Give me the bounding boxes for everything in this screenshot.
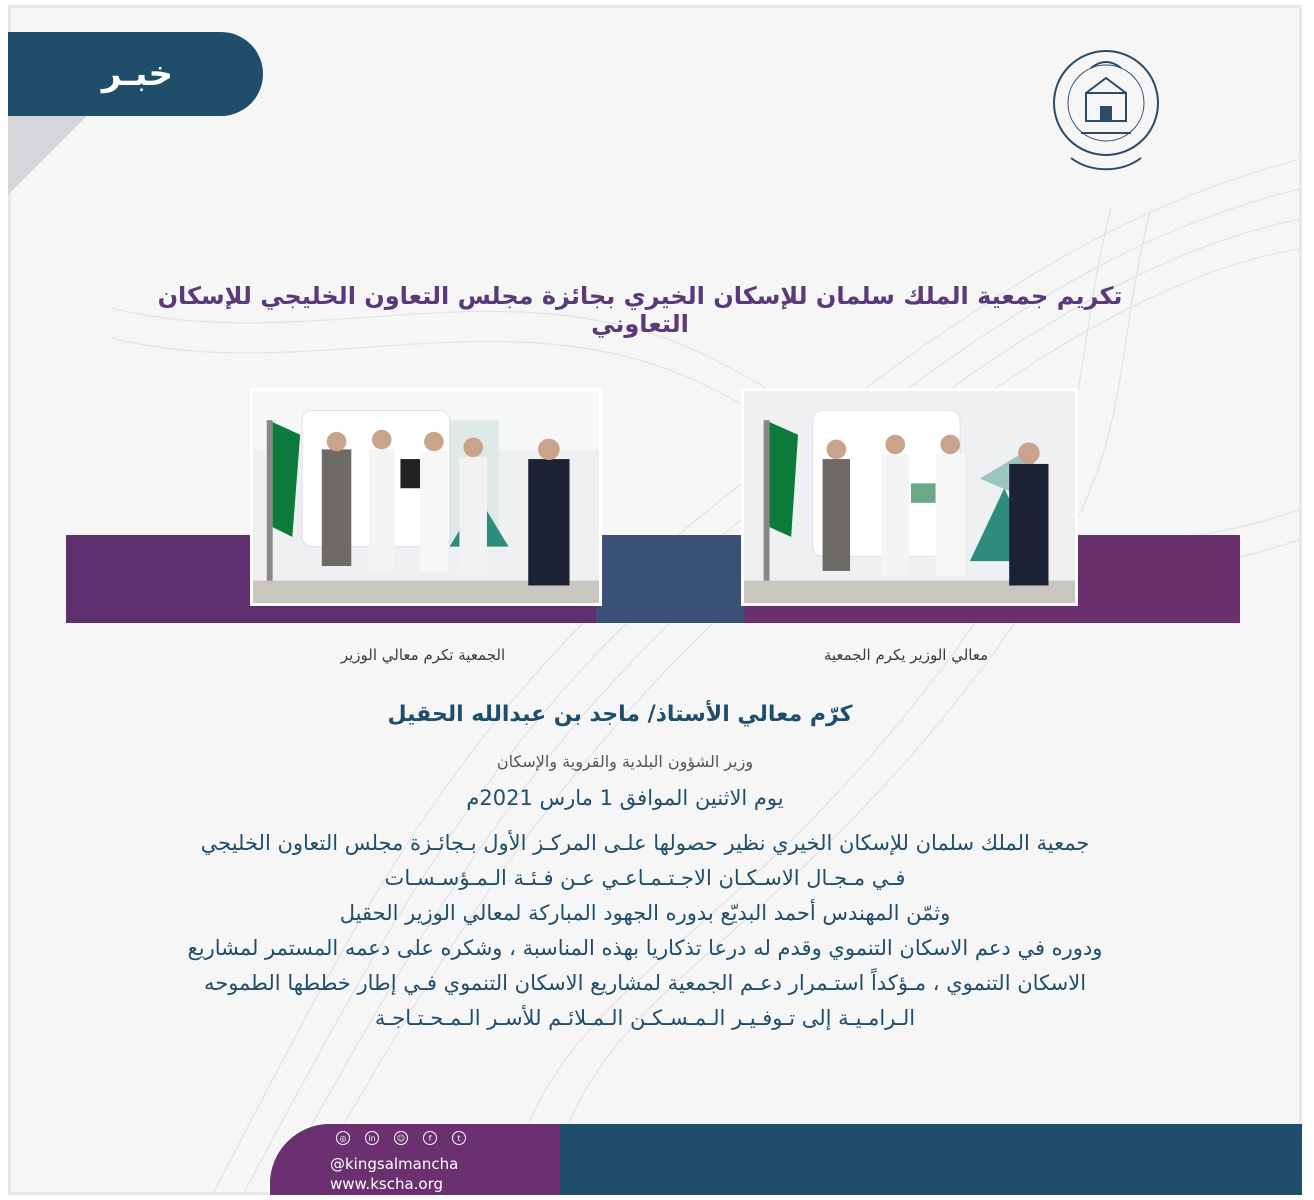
date-line: يوم الاثنين الموافق 1 مارس 2021م [466,786,784,810]
navy-band-middle [596,535,744,623]
honor-line: كرّم معالي الأستاذ/ ماجد بن عبدالله الحقيل [387,702,853,727]
linkedin-icon[interactable]: in [365,1131,379,1145]
association-logo [1046,38,1166,178]
paragraph-line: جمعية الملك سلمان للإسكان الخيري نظير حصولها علـى المركـز الأول بـجائـزة مجلس التعاون الخليجي [200,831,1090,855]
photo-association-honors-minister [250,388,602,606]
social-icons [336,1131,466,1145]
headline: تكريم جمعية الملك سلمان للإسكان الخيري بجائزة مجلس التعاون الخليجي للإسكان التعاوني [157,282,1123,338]
facebook-icon[interactable]: f [423,1131,437,1145]
photo-minister-honors-association [741,388,1078,606]
social-handle[interactable]: @kingsalmancha [330,1155,459,1173]
paragraph-line: ودوره في دعم الاسكان التنموي وقدم له درعا تذكاريا بهذه المناسبة ، وشكره على دعمه المستمر لمشاريع [187,936,1103,960]
news-paragraph [70,826,1220,1036]
caption-right: معالي الوزير يكرم الجمعية [823,646,989,664]
caption-left: الجمعية تكرم معالي الوزير [340,646,506,664]
paragraph-line: الاسكان التنموي ، مـؤكداً استـمرار دعـم الجمعية لمشاريع الاسكان التنموي فـي إطار خططها الطموحه [203,971,1087,995]
minister-title: وزير الشؤون البلدية والقروية والإسكان [496,752,754,771]
paragraph-line: الـرامـيـة إلى تـوفـيـر الـمـسـكـن الـمـلائـم للأسـر الـمـحـتـاجـة [374,1006,916,1030]
paragraph-line: فـي مـجـال الاسـكـان الاجـتـمـاعـي عـن فـئـة الـمـؤسـسـات [384,866,906,890]
news-badge-label: خبـر [101,54,173,94]
badge-fold [8,115,88,195]
snapchat-icon[interactable]: ☺ [394,1131,408,1145]
twitter-icon[interactable]: t [452,1131,466,1145]
paragraph-line: وثمّن المهندس أحمد البديّع بدوره الجهود المباركة لمعالي الوزير الحقيل [339,901,951,925]
instagram-icon[interactable]: ◎ [336,1131,350,1145]
news-badge [8,32,263,116]
website-link[interactable]: www.kscha.org [330,1175,444,1193]
